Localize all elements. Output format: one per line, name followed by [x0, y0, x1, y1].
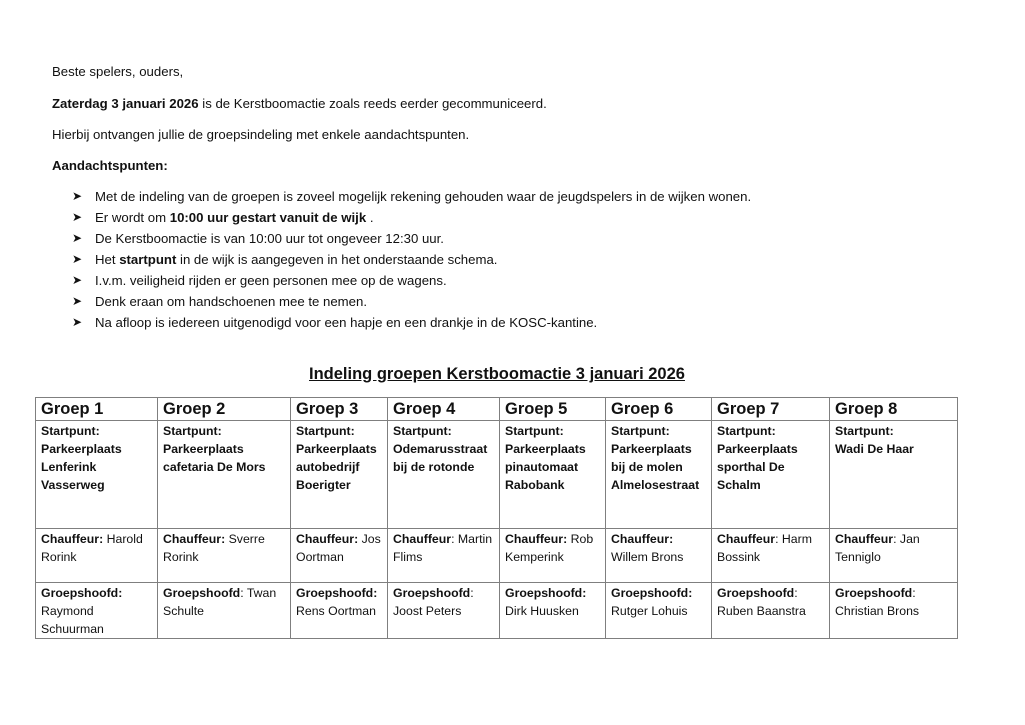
attention-list	[72, 186, 751, 333]
group-name: Groep 2	[158, 398, 291, 421]
attention-item: ➤ De Kerstboomactie is van 10:00 uur tot ongeveer 12:30 uur.	[72, 228, 751, 249]
attention-item: ➤ Het startpunt in de wijk is aangegeven in het onderstaande schema.	[72, 249, 751, 270]
chauffeur-cell: Chauffeur: Jan Tenniglo	[830, 529, 958, 583]
group-name: Groep 8	[830, 398, 958, 421]
groepshoofd-cell: Groepshoofd: Rutger Lohuis	[606, 583, 712, 639]
startpunt-cell: Startpunt: Odemarusstraat bij de rotonde	[388, 421, 500, 529]
group-name: Groep 5	[500, 398, 606, 421]
arrow-bullet-icon: ➤	[72, 189, 83, 203]
chauffeur-cell: Chauffeur: Jos Oortman	[291, 529, 388, 583]
startpunt-cell: Startpunt: Parkeerplaats sporthal De Schalm	[712, 421, 830, 529]
arrow-bullet-icon: ➤	[72, 273, 83, 287]
startpunt-cell: Startpunt: Parkeerplaats pinautomaat Rabobank	[500, 421, 606, 529]
chauffeur-cell: Chauffeur: Sverre Rorink	[158, 529, 291, 583]
groepshoofd-row	[36, 583, 958, 639]
startpunt-cell: Startpunt: Parkeerplaats cafetaria De Mors	[158, 421, 291, 529]
groepshoofd-cell: Groepshoofd: Joost Peters	[388, 583, 500, 639]
arrow-bullet-icon: ➤	[72, 231, 83, 245]
groepshoofd-cell: Groepshoofd: Dirk Huusken	[500, 583, 606, 639]
attention-item: ➤ Met de indeling van de groepen is zoveel mogelijk rekening gehouden waar de jeugdspelers in de wijken wonen.	[72, 186, 751, 207]
startpunt-cell: Startpunt: Wadi De Haar	[830, 421, 958, 529]
startpunt-cell: Startpunt: Parkeerplaats autobedrijf Boerigter	[291, 421, 388, 529]
attention-item: ➤ Na afloop is iedereen uitgenodigd voor een hapje en een drankje in de KOSC-kantine.	[72, 312, 751, 333]
startpunt-cell: Startpunt: Parkeerplaats Lenferink Vasserweg	[36, 421, 158, 529]
attention-item: ➤ Denk eraan om handschoenen mee te nemen.	[72, 291, 751, 312]
group-name: Groep 7	[712, 398, 830, 421]
groepshoofd-cell: Groepshoofd: Twan Schulte	[158, 583, 291, 639]
date-rest: is de Kerstboomactie zoals reeds eerder gecommuniceerd.	[198, 96, 547, 111]
chauffeur-cell: Chauffeur: Willem Brons	[606, 529, 712, 583]
groups-table	[35, 397, 958, 639]
startpunt-cell: Startpunt: Parkeerplaats bij de molen Almelosestraat	[606, 421, 712, 529]
group-name: Groep 1	[36, 398, 158, 421]
groepshoofd-cell: Groepshoofd: Raymond Schuurman	[36, 583, 158, 639]
greeting: Beste spelers, ouders,	[52, 64, 184, 79]
intro-paragraph: Hierbij ontvangen jullie de groepsindeling met enkele aandachtspunten.	[52, 127, 470, 142]
groepshoofd-cell: Groepshoofd: Ruben Baanstra	[712, 583, 830, 639]
attention-heading: Aandachtspunten:	[52, 158, 168, 173]
groepshoofd-cell: Groepshoofd: Rens Oortman	[291, 583, 388, 639]
chauffeur-cell: Chauffeur: Rob Kemperink	[500, 529, 606, 583]
group-name: Groep 4	[388, 398, 500, 421]
startpunt-row	[36, 421, 958, 529]
arrow-bullet-icon: ➤	[72, 294, 83, 308]
group-header-row	[36, 398, 958, 421]
attention-item: ➤ I.v.m. veiligheid rijden er geen personen mee op de wagens.	[72, 270, 751, 291]
schedule-title: Indeling groepen Kerstboomactie 3 januari 2026	[309, 365, 685, 383]
arrow-bullet-icon: ➤	[72, 252, 83, 266]
attention-item: ➤ Er wordt om 10:00 uur gestart vanuit de wijk .	[72, 207, 751, 228]
date-paragraph	[52, 96, 547, 112]
group-name: Groep 3	[291, 398, 388, 421]
arrow-bullet-icon: ➤	[72, 315, 83, 329]
date-bold: Zaterdag 3 januari 2026	[52, 96, 199, 111]
groepshoofd-cell: Groepshoofd: Christian Brons	[830, 583, 958, 639]
chauffeur-cell: Chauffeur: Harm Bossink	[712, 529, 830, 583]
arrow-bullet-icon: ➤	[72, 210, 83, 224]
chauffeur-cell: Chauffeur: Martin Flims	[388, 529, 500, 583]
chauffeur-row	[36, 529, 958, 583]
group-name: Groep 6	[606, 398, 712, 421]
chauffeur-cell: Chauffeur: Harold Rorink	[36, 529, 158, 583]
